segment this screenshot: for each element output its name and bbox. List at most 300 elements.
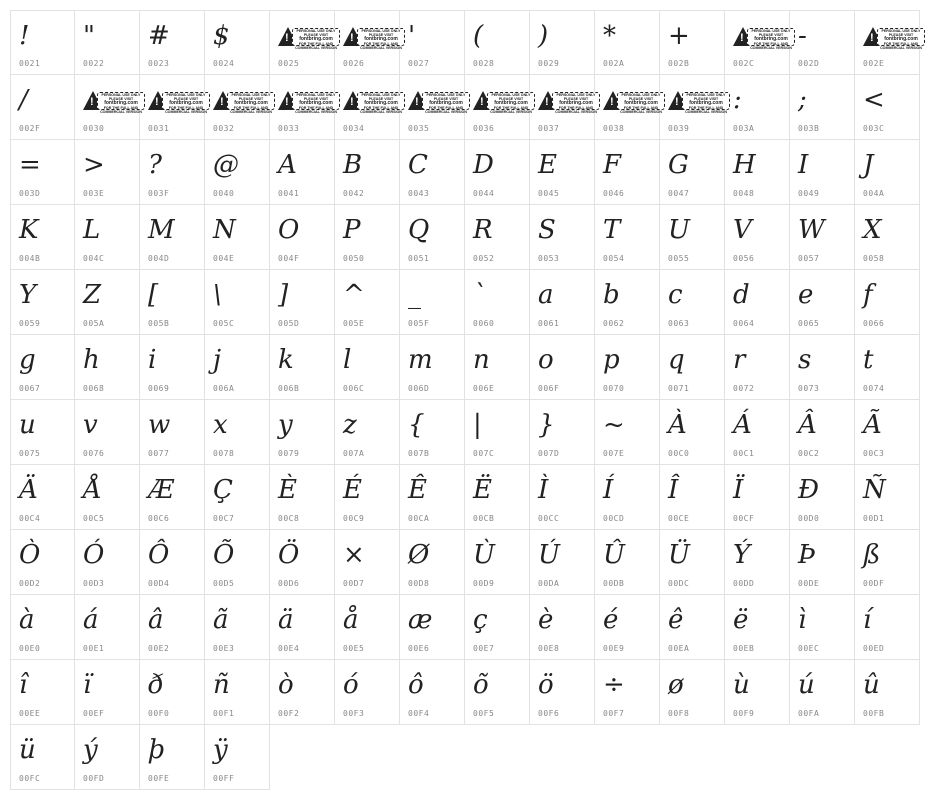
glyph-sample: J [863, 150, 874, 180]
glyph-code: 00EC [798, 644, 820, 653]
glyph-sample: Â [798, 410, 817, 440]
glyph-sample: Î [668, 475, 679, 505]
glyph-cell [335, 530, 400, 595]
glyph-cell [725, 530, 790, 595]
glyph-sample: | [473, 410, 482, 440]
badge-line: PERSONAL USE ONLY [556, 93, 596, 97]
glyph-cell [335, 400, 400, 465]
glyph-code: 006D [408, 384, 430, 393]
glyph-sample: ? [148, 150, 162, 180]
glyph-sample: Ý [733, 540, 751, 570]
glyph-code: 003C [863, 124, 885, 133]
glyph-code: 00FC [19, 774, 41, 783]
glyph-sample: ã [213, 605, 229, 635]
glyph-sample: Z [83, 280, 102, 310]
glyph-cell [790, 595, 855, 660]
glyph-code: 00E8 [538, 644, 560, 653]
glyph-sample: Ð [798, 475, 819, 505]
glyph-sample: o [538, 345, 554, 375]
glyph-code: 0064 [733, 319, 755, 328]
glyph-cell [400, 270, 465, 335]
glyph-cell [660, 75, 725, 140]
glyph-sample: Ú [538, 540, 560, 570]
glyph-cell [10, 75, 75, 140]
glyph-sample: Ë [473, 475, 492, 505]
personal-use-badge [668, 91, 730, 114]
glyph-code: 00C0 [668, 449, 690, 458]
glyph-cell [855, 10, 920, 75]
glyph-code: 0074 [863, 384, 885, 393]
glyph-cell [10, 660, 75, 725]
glyph-code: 004E [213, 254, 235, 263]
glyph-sample: ; [798, 85, 807, 115]
badge-line: PLEASE VISIT [303, 97, 329, 101]
glyph-cell [725, 595, 790, 660]
glyph-code: 004B [19, 254, 41, 263]
glyph-code: 006C [343, 384, 365, 393]
glyph-cell [270, 10, 335, 75]
glyph-cell [140, 400, 205, 465]
glyph-code: 00E7 [473, 644, 495, 653]
glyph-sample: H [733, 150, 756, 180]
glyph-cell [530, 140, 595, 205]
glyph-cell [140, 10, 205, 75]
glyph-cell [270, 335, 335, 400]
glyph-code: 0060 [473, 319, 495, 328]
glyph-cell [595, 205, 660, 270]
glyph-code: 0054 [603, 254, 625, 263]
glyph-code: 00C7 [213, 514, 235, 523]
glyph-sample: X [863, 215, 882, 245]
badge-text [357, 28, 405, 50]
glyph-sample: ] [278, 280, 289, 310]
glyph-code: 0038 [603, 124, 625, 133]
glyph-sample: Y [19, 280, 37, 310]
glyph-cell [335, 10, 400, 75]
glyph-code: 00CA [408, 514, 430, 523]
glyph-cell [855, 140, 920, 205]
badge-line: PLEASE VISIT [628, 97, 654, 101]
glyph-code: 0056 [733, 254, 755, 263]
glyph-cell [205, 530, 270, 595]
badge-site: fontbring.com [884, 36, 918, 42]
glyph-code: 00D5 [213, 579, 235, 588]
glyph-code: 0041 [278, 189, 300, 198]
glyph-cell [335, 140, 400, 205]
glyph-sample: K [19, 215, 39, 245]
glyph-cell [790, 75, 855, 140]
personal-use-badge [343, 27, 405, 50]
glyph-cell [530, 400, 595, 465]
glyph-code: 0047 [668, 189, 690, 198]
glyph-code: 0043 [408, 189, 430, 198]
glyph-code: 00D1 [863, 514, 885, 523]
glyph-code: 0055 [668, 254, 690, 263]
glyph-sample: g [19, 345, 36, 375]
glyph-sample: Ù [473, 540, 495, 570]
glyph-sample: L [83, 215, 101, 245]
glyph-sample: Ô [148, 540, 170, 570]
glyph-code: 00EF [83, 709, 105, 718]
glyph-code: 006E [473, 384, 495, 393]
badge-site: fontbring.com [104, 100, 138, 106]
glyph-cell [335, 270, 400, 335]
glyph-sample: î [19, 670, 28, 700]
badge-line: PERSONAL USE ONLY [751, 29, 791, 33]
glyph-code: 00E2 [148, 644, 170, 653]
personal-use-badge [733, 27, 795, 50]
glyph-code: 00F5 [473, 709, 495, 718]
glyph-code: 0077 [148, 449, 170, 458]
glyph-sample: E [538, 150, 557, 180]
glyph-sample: Ï [733, 475, 744, 505]
glyph-code: 00D9 [473, 579, 495, 588]
personal-use-badge [148, 91, 210, 114]
glyph-code: 0049 [798, 189, 820, 198]
glyph-code: 005A [83, 319, 105, 328]
glyph-cell [595, 660, 660, 725]
glyph-cell [530, 10, 595, 75]
glyph-cell [530, 530, 595, 595]
badge-line: FOR THE FULL AND COMMERCIAL VERSION [750, 42, 792, 50]
glyph-cell [660, 530, 725, 595]
glyph-cell [205, 595, 270, 660]
glyph-sample: d [733, 280, 750, 310]
glyph-code: 00F9 [733, 709, 755, 718]
glyph-cell [790, 140, 855, 205]
glyph-cell [205, 725, 270, 790]
glyph-cell [205, 335, 270, 400]
glyph-sample: m [408, 345, 433, 375]
glyph-cell [270, 660, 335, 725]
glyph-sample: Û [603, 540, 625, 570]
glyph-code: 00D7 [343, 579, 365, 588]
glyph-cell [790, 465, 855, 530]
glyph-sample: v [83, 410, 98, 440]
glyph-code: 0052 [473, 254, 495, 263]
badge-line: FOR THE FULL AND COMMERCIAL VERSION [230, 106, 272, 114]
glyph-cell [595, 400, 660, 465]
glyph-sample: æ [408, 605, 433, 635]
glyph-cell [140, 465, 205, 530]
glyph-code: 0030 [83, 124, 105, 133]
glyph-code: 006A [213, 384, 235, 393]
glyph-code: 0065 [798, 319, 820, 328]
glyph-code: 0067 [19, 384, 41, 393]
glyph-sample: Þ [798, 540, 816, 570]
badge-site: fontbring.com [689, 100, 723, 106]
glyph-sample: ô [408, 670, 424, 700]
glyph-cell [270, 465, 335, 530]
glyph-cell [660, 400, 725, 465]
glyph-code: 003B [798, 124, 820, 133]
glyph-code: 0073 [798, 384, 820, 393]
glyph-sample: Ö [278, 540, 300, 570]
glyph-cell [400, 595, 465, 660]
glyph-sample: Ò [19, 540, 41, 570]
glyph-code: 00E0 [19, 644, 41, 653]
glyph-cell [660, 465, 725, 530]
badge-site: fontbring.com [299, 36, 333, 42]
glyph-sample: ö [538, 670, 554, 700]
glyph-cell [790, 530, 855, 595]
glyph-code: 0069 [148, 384, 170, 393]
glyph-code: 005B [148, 319, 170, 328]
glyph-cell [465, 205, 530, 270]
badge-line: PLEASE VISIT [303, 33, 329, 37]
glyph-sample: + [668, 21, 690, 51]
glyph-code: 0070 [603, 384, 625, 393]
badge-text [292, 28, 340, 50]
personal-use-badge [278, 27, 340, 50]
badge-text [97, 92, 145, 114]
badge-site: fontbring.com [299, 100, 333, 106]
badge-line: PERSONAL USE ONLY [166, 93, 206, 97]
glyph-code: 00CE [668, 514, 690, 523]
glyph-code: 0034 [343, 124, 365, 133]
glyph-sample: Ì [538, 475, 549, 505]
glyph-code: 00E4 [278, 644, 300, 653]
personal-use-badge [83, 91, 145, 114]
glyph-code: 007E [603, 449, 625, 458]
glyph-code: 0051 [408, 254, 430, 263]
glyph-sample: ó [343, 670, 359, 700]
glyph-cell [400, 205, 465, 270]
glyph-sample: { [408, 410, 425, 440]
glyph-code: 00DC [668, 579, 690, 588]
glyph-code: 0050 [343, 254, 365, 263]
glyph-cell [140, 530, 205, 595]
glyph-code: 00DA [538, 579, 560, 588]
glyph-cell [10, 725, 75, 790]
glyph-code: 004C [83, 254, 105, 263]
glyph-sample: à [19, 605, 35, 635]
badge-text [877, 28, 925, 50]
glyph-sample: w [148, 410, 171, 440]
glyph-code: 0036 [473, 124, 495, 133]
badge-line: FOR THE FULL AND COMMERCIAL VERSION [425, 106, 467, 114]
glyph-cell [725, 660, 790, 725]
glyph-code: 004F [278, 254, 300, 263]
glyph-code: 00C4 [19, 514, 41, 523]
glyph-sample: À [668, 410, 687, 440]
glyph-code: 00CC [538, 514, 560, 523]
glyph-code: 0076 [83, 449, 105, 458]
badge-line: PERSONAL USE ONLY [231, 93, 271, 97]
glyph-code: 0057 [798, 254, 820, 263]
glyph-code: 00E1 [83, 644, 105, 653]
glyph-cell [855, 465, 920, 530]
badge-line: PERSONAL USE ONLY [881, 29, 921, 33]
glyph-code: 0027 [408, 59, 430, 68]
glyph-sample: b [603, 280, 620, 310]
glyph-sample: : [733, 85, 742, 115]
badge-line: PERSONAL USE ONLY [491, 93, 531, 97]
glyph-cell [75, 140, 140, 205]
glyph-sample: Æ [148, 475, 175, 505]
glyph-cell [595, 75, 660, 140]
glyph-sample: e [798, 280, 814, 310]
glyph-cell [10, 270, 75, 335]
personal-use-badge [213, 91, 275, 114]
glyph-cell [10, 400, 75, 465]
glyph-cell [335, 205, 400, 270]
glyph-sample: f [863, 280, 873, 310]
glyph-sample: Ä [19, 475, 38, 505]
glyph-cell [140, 205, 205, 270]
glyph-sample: õ [473, 670, 489, 700]
glyph-cell [465, 595, 530, 660]
glyph-cell [75, 530, 140, 595]
glyph-code: 007C [473, 449, 495, 458]
badge-text [422, 92, 470, 114]
glyph-sample: ß [863, 540, 881, 570]
glyph-cell [140, 725, 205, 790]
glyph-sample: j [213, 345, 222, 375]
badge-site: fontbring.com [494, 100, 528, 106]
personal-use-badge [538, 91, 600, 114]
badge-line: FOR THE FULL AND COMMERCIAL VERSION [685, 106, 727, 114]
glyph-code: 003D [19, 189, 41, 198]
glyph-code: 0045 [538, 189, 560, 198]
glyph-cell [465, 270, 530, 335]
glyph-code: 00C2 [798, 449, 820, 458]
glyph-cell [75, 725, 140, 790]
glyph-sample: Ø [408, 540, 430, 570]
glyph-code: 0071 [668, 384, 690, 393]
glyph-cell [725, 205, 790, 270]
badge-line: PERSONAL USE ONLY [621, 93, 661, 97]
glyph-sample: r [733, 345, 746, 375]
badge-line: PERSONAL USE ONLY [686, 93, 726, 97]
badge-line: FOR THE FULL AND COMMERCIAL VERSION [165, 106, 207, 114]
glyph-code: 00CD [603, 514, 625, 523]
glyph-cell [10, 205, 75, 270]
glyph-code: 0061 [538, 319, 560, 328]
glyph-code: 00C8 [278, 514, 300, 523]
badge-line: FOR THE FULL AND COMMERCIAL VERSION [490, 106, 532, 114]
glyph-cell [270, 530, 335, 595]
glyph-sample: _ [408, 280, 421, 310]
glyph-sample: B [343, 150, 363, 180]
glyph-sample: ( [473, 21, 484, 51]
glyph-sample: W [798, 215, 825, 245]
glyph-sample: N [213, 215, 236, 245]
glyph-cell [270, 400, 335, 465]
glyph-sample: k [278, 345, 294, 375]
badge-line: PERSONAL USE ONLY [361, 93, 401, 97]
glyph-cell [855, 335, 920, 400]
glyph-sample: ý [83, 735, 98, 765]
glyph-sample: ñ [213, 670, 230, 700]
glyph-cell [75, 335, 140, 400]
glyph-cell [270, 140, 335, 205]
glyph-cell [790, 205, 855, 270]
glyph-sample: û [863, 670, 880, 700]
glyph-code: 00F2 [278, 709, 300, 718]
glyph-sample: T [603, 215, 621, 245]
glyph-cell [530, 465, 595, 530]
glyph-code: 004A [863, 189, 885, 198]
glyph-code: 007A [343, 449, 365, 458]
glyph-sample: C [408, 150, 428, 180]
glyph-cell [595, 10, 660, 75]
glyph-cell [205, 75, 270, 140]
glyph-cell [855, 270, 920, 335]
glyph-code: 0032 [213, 124, 235, 133]
badge-line: PERSONAL USE ONLY [426, 93, 466, 97]
glyph-sample: × [343, 540, 365, 570]
glyph-cell [400, 400, 465, 465]
glyph-cell [75, 10, 140, 75]
glyph-sample: A [278, 150, 297, 180]
glyph-cell [660, 270, 725, 335]
glyph-cell [595, 335, 660, 400]
glyph-code: 0068 [83, 384, 105, 393]
glyph-sample: Ç [213, 475, 233, 505]
glyph-cell [465, 530, 530, 595]
glyph-code: 00ED [863, 644, 885, 653]
glyph-code: 0022 [83, 59, 105, 68]
glyph-sample: [ [148, 280, 159, 310]
glyph-sample: ð [148, 670, 164, 700]
glyph-sample: Í [603, 475, 614, 505]
personal-use-badge [278, 91, 340, 114]
glyph-sample: ø [668, 670, 684, 700]
glyph-cell [465, 335, 530, 400]
glyph-code: 00FB [863, 709, 885, 718]
glyph-sample: I [798, 150, 809, 180]
glyph-cell [140, 595, 205, 660]
glyph-cell [205, 465, 270, 530]
badge-site: fontbring.com [559, 100, 593, 106]
glyph-code: 00FE [148, 774, 170, 783]
glyph-sample: @ [213, 150, 239, 180]
glyph-code: 00D4 [148, 579, 170, 588]
glyph-cell [660, 335, 725, 400]
badge-site: fontbring.com [429, 100, 463, 106]
glyph-cell [140, 335, 205, 400]
glyph-sample: È [278, 475, 297, 505]
glyph-code: 00CF [733, 514, 755, 523]
glyph-cell [75, 660, 140, 725]
personal-use-badge [408, 91, 470, 114]
glyph-sample: ü [19, 735, 36, 765]
glyph-cell [725, 335, 790, 400]
glyph-sample: ù [733, 670, 750, 700]
glyph-code: 00E9 [603, 644, 625, 653]
personal-use-badge [603, 91, 665, 114]
glyph-sample: ) [538, 21, 549, 51]
glyph-sample: V [733, 215, 752, 245]
glyph-cell [790, 660, 855, 725]
badge-line: PLEASE VISIT [563, 97, 589, 101]
glyph-code: 00EA [668, 644, 690, 653]
glyph-code: 002F [19, 124, 41, 133]
glyph-code: 00F1 [213, 709, 235, 718]
glyph-code: 003F [148, 189, 170, 198]
badge-line: PLEASE VISIT [758, 33, 784, 37]
glyph-sample: Ó [83, 540, 105, 570]
glyph-sample: y [278, 410, 293, 440]
badge-line: PLEASE VISIT [433, 97, 459, 101]
glyph-sample: ÿ [213, 735, 228, 765]
glyph-code: 00F6 [538, 709, 560, 718]
glyph-code: 006F [538, 384, 560, 393]
glyph-code: 0037 [538, 124, 560, 133]
glyph-sample: þ [148, 735, 165, 765]
glyph-cell [790, 335, 855, 400]
